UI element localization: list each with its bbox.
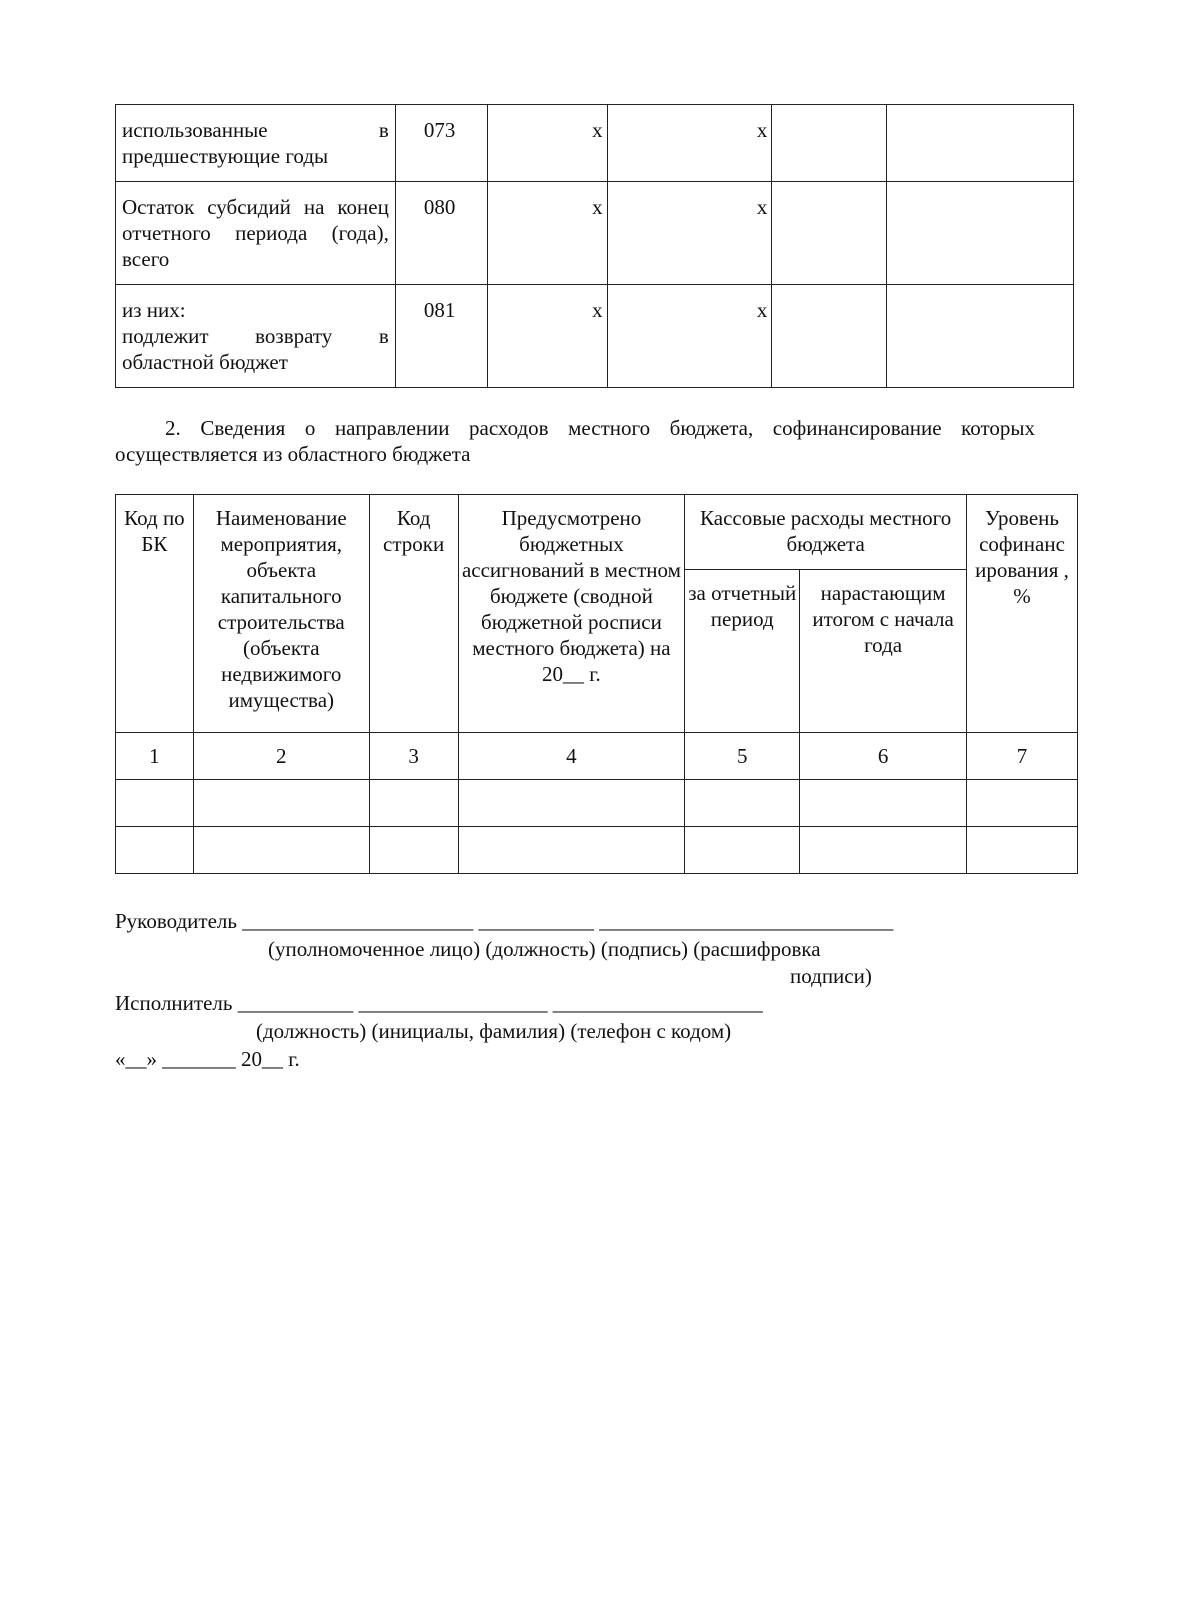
row-label [116, 285, 396, 388]
rukovoditel-caption: (уполномоченное лицо) (должность) (подпись) (расшифровка [268, 937, 821, 961]
row-label-line: предшествующие годы [122, 144, 329, 168]
row-label-line: использованные в [122, 118, 389, 142]
empty-cell [369, 780, 458, 827]
ispolnitel-line: Исполнитель ___________ __________________ ____________________ [115, 991, 763, 1015]
cell-value [772, 285, 887, 388]
table-row [116, 285, 1074, 388]
row-code: 081 [395, 285, 487, 388]
row-code: 080 [395, 182, 487, 285]
cell-value [772, 182, 887, 285]
empty-cell [800, 780, 967, 827]
date-line: «__» _______ 20__ г. [115, 1047, 300, 1071]
empty-cell [193, 780, 369, 827]
empty-cell [116, 827, 194, 874]
table-row [116, 827, 1078, 874]
empty-cell [967, 827, 1078, 874]
cell-value: x [487, 285, 607, 388]
header-kod-bk: Код по БК [116, 495, 194, 733]
cell-value: x [607, 182, 772, 285]
empty-cell [369, 827, 458, 874]
row-label [116, 105, 396, 182]
row-label-line: из них: [122, 298, 186, 322]
header-narast: нарастающим итогом с начала года [800, 570, 967, 733]
section-heading: 2. Сведения о направлении расходов местного бюджета, софинансирование которых осуществляется из областного бюджета [115, 416, 1035, 466]
cell-value [887, 105, 1074, 182]
cell-value: x [487, 105, 607, 182]
empty-cell [800, 827, 967, 874]
header-row [116, 495, 1078, 570]
cell-value: x [607, 285, 772, 388]
rukovoditel-line: Руководитель ______________________ ___________ ____________________________ [115, 909, 894, 933]
empty-cell [193, 827, 369, 874]
ispolnitel-caption: (должность) (инициалы, фамилия) (телефон с кодом) [256, 1019, 732, 1043]
empty-cell [967, 780, 1078, 827]
header-name: Наименование мероприятия, объекта капитального строительства (объекта недвижимого имущества) [193, 495, 369, 733]
header-kod-stroki: Код строки [369, 495, 458, 733]
column-number: 4 [458, 733, 685, 780]
cell-value [772, 105, 887, 182]
subsidy-balance-table [115, 104, 1074, 388]
header-za-period: за отчетный период [685, 570, 800, 733]
empty-cell [458, 780, 685, 827]
cell-value [887, 285, 1074, 388]
empty-cell [685, 827, 800, 874]
row-label-line: подлежит возврату в [122, 324, 389, 348]
expenditure-table [115, 494, 1078, 874]
row-label-line: областной бюджет [122, 350, 288, 374]
column-number: 7 [967, 733, 1078, 780]
column-number: 6 [800, 733, 967, 780]
table-row [116, 780, 1078, 827]
header-predusmotreno: Предусмотрено бюджетных ассигнований в местном бюджете (сводной бюджетной росписи местного бюджета) на 20__ г. [458, 495, 685, 733]
cell-value [887, 182, 1074, 285]
empty-cell [685, 780, 800, 827]
column-number: 2 [193, 733, 369, 780]
table-row [116, 105, 1074, 182]
cell-value: x [487, 182, 607, 285]
column-number: 5 [685, 733, 800, 780]
column-number: 1 [116, 733, 194, 780]
table-row [116, 182, 1074, 285]
row-code: 073 [395, 105, 487, 182]
rukovoditel-caption-cont: подписи) [790, 964, 872, 988]
row-label: Остаток субсидий на конец отчетного периода (года), всего [116, 182, 396, 285]
column-number: 3 [369, 733, 458, 780]
header-kassovye: Кассовые расходы местного бюджета [685, 495, 967, 570]
empty-cell [116, 780, 194, 827]
cell-value: x [607, 105, 772, 182]
empty-cell [458, 827, 685, 874]
column-number-row [116, 733, 1078, 780]
header-uroven: Уровень софинанс ирования , % [967, 495, 1078, 733]
